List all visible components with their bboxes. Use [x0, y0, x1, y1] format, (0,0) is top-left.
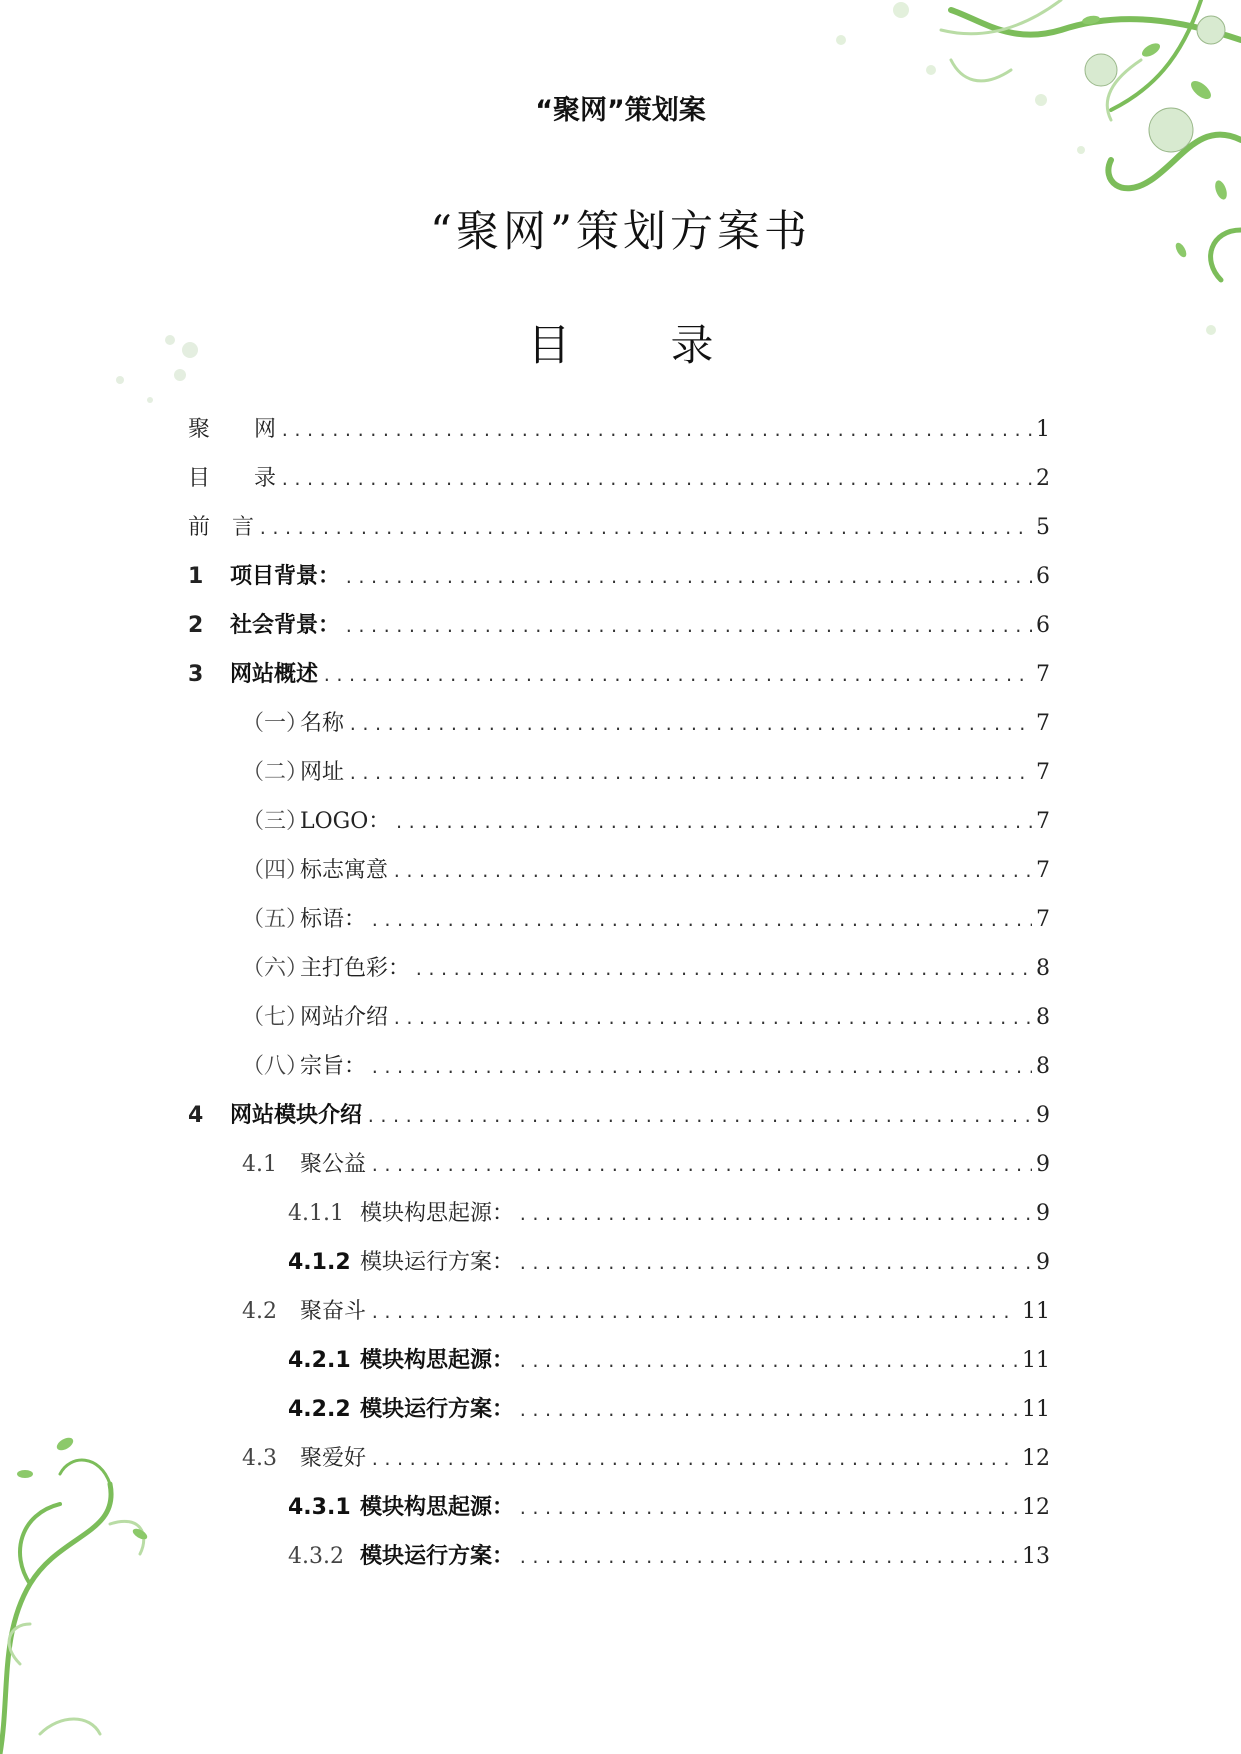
- dot-leader: [518, 1352, 1018, 1371]
- toc-entry[interactable]: [188, 902, 1050, 951]
- toc-entry-text: 网址: [300, 760, 345, 785]
- toc-entry-title: [188, 559, 340, 590]
- toc-heading-char-2: 录: [670, 321, 714, 371]
- toc-entry-number: （二）: [242, 760, 309, 785]
- dot-leader: [392, 1009, 1032, 1028]
- toc-entry-text: 标志寓意: [300, 858, 389, 883]
- toc-entry-title: [288, 1392, 514, 1423]
- toc-entry-text: 前 言: [188, 515, 255, 540]
- toc-entry-page-number: 9: [1036, 1152, 1050, 1177]
- toc-entry-text: 标语：: [300, 907, 367, 932]
- toc-entry[interactable]: [188, 1490, 1050, 1539]
- toc-entry-title: [188, 412, 276, 443]
- toc-entry-number: 4.3: [242, 1446, 277, 1471]
- toc-entry-title: [288, 1196, 514, 1227]
- toc-entry-page-number: 7: [1036, 858, 1050, 883]
- running-header: “聚网”策划案: [535, 95, 706, 126]
- toc-entry[interactable]: [188, 1147, 1050, 1196]
- dot-leader: [366, 1107, 1032, 1126]
- dot-leader: [394, 813, 1032, 832]
- toc-entry[interactable]: [188, 1343, 1050, 1392]
- toc-entry-text: LOGO：: [300, 809, 391, 834]
- toc-entry-page-number: 7: [1036, 662, 1050, 687]
- floral-vine-decoration-top-right: [681, 0, 1241, 360]
- toc-entry-title: [188, 510, 254, 541]
- dot-leader: [370, 911, 1032, 930]
- toc-entry-page-number: 6: [1036, 564, 1050, 589]
- toc-entry-page-number: 8: [1036, 1054, 1050, 1079]
- dot-leader: [518, 1401, 1018, 1420]
- toc-entry[interactable]: [188, 951, 1050, 1000]
- dot-leader: [370, 1303, 1018, 1322]
- toc-entry[interactable]: [188, 510, 1050, 559]
- toc-entry-number: 4.2: [242, 1299, 277, 1324]
- toc-entry-number: 2: [188, 613, 204, 638]
- dot-leader: [518, 1254, 1032, 1273]
- toc-entry-text: 主打色彩：: [300, 956, 411, 981]
- toc-entry-number: 4.1.1: [288, 1201, 344, 1226]
- toc-entry-page-number: 1: [1036, 417, 1050, 442]
- dot-leader: [348, 715, 1032, 734]
- toc-entry[interactable]: [188, 1196, 1050, 1245]
- toc-entry-number: 4.3.2: [288, 1544, 344, 1569]
- toc-entry-page-number: 6: [1036, 613, 1050, 638]
- toc-entry-title: [242, 1147, 366, 1178]
- toc-heading: [0, 312, 1241, 373]
- toc-entry[interactable]: [188, 1049, 1050, 1098]
- toc-entry-text: 模块运行方案：: [360, 1397, 515, 1422]
- toc-entry-title: [242, 853, 388, 884]
- toc-entry-text: 社会背景：: [230, 613, 341, 638]
- dot-leader: [414, 960, 1032, 979]
- toc-entry-title: [188, 657, 318, 688]
- toc-entry[interactable]: [188, 1000, 1050, 1049]
- toc-entry-page-number: 9: [1036, 1250, 1050, 1275]
- toc-entry-text: 宗旨：: [300, 1054, 367, 1079]
- toc-entry-number: （五）: [242, 907, 309, 932]
- dot-leader: [322, 666, 1032, 685]
- toc-entry-page-number: 13: [1022, 1544, 1050, 1569]
- toc-entry-page-number: 7: [1036, 809, 1050, 834]
- toc-entry-number: 1: [188, 564, 204, 589]
- dot-leader: [344, 617, 1032, 636]
- toc-entry-number: 3: [188, 662, 204, 687]
- toc-entry-title: [242, 1294, 366, 1325]
- toc-entry-title: [242, 1000, 388, 1031]
- dot-leader: [258, 519, 1032, 538]
- toc-entry-number: （八）: [242, 1054, 309, 1079]
- table-of-contents: [188, 412, 1050, 1588]
- dot-leader: [370, 1156, 1032, 1175]
- toc-entry-number: 4.2.2: [288, 1397, 351, 1422]
- dot-leader: [518, 1548, 1018, 1567]
- toc-entry-page-number: 8: [1036, 956, 1050, 981]
- dot-leader: [518, 1499, 1018, 1518]
- toc-entry-number: 4: [188, 1103, 204, 1128]
- toc-entry-number: 4.1: [242, 1152, 277, 1177]
- toc-entry-page-number: 5: [1036, 515, 1050, 540]
- dot-leader: [344, 568, 1032, 587]
- toc-entry[interactable]: [188, 755, 1050, 804]
- toc-entry-title: [242, 804, 390, 835]
- toc-entry-title: [288, 1490, 514, 1521]
- toc-entry-title: [288, 1539, 514, 1570]
- dot-leader: [392, 862, 1032, 881]
- toc-entry[interactable]: [188, 804, 1050, 853]
- toc-entry-number: （四）: [242, 858, 309, 883]
- toc-entry-text: 目 录: [188, 466, 277, 491]
- toc-entry-text: 模块运行方案：: [360, 1544, 515, 1569]
- toc-entry[interactable]: [188, 853, 1050, 902]
- document-title: “聚网”策划方案书: [430, 207, 811, 257]
- toc-entry[interactable]: [188, 1245, 1050, 1294]
- toc-entry-page-number: 12: [1022, 1495, 1050, 1520]
- toc-entry[interactable]: [188, 657, 1050, 706]
- toc-entry-page-number: 11: [1022, 1299, 1050, 1324]
- floral-vine-decoration-bottom-left: [0, 1414, 170, 1754]
- toc-entry-title: [242, 755, 344, 786]
- toc-entry-number: 4.3.1: [288, 1495, 351, 1520]
- toc-entry-title: [188, 461, 276, 492]
- toc-entry-title: [188, 608, 340, 639]
- toc-entry-title: [288, 1343, 514, 1374]
- dot-leader: [280, 470, 1032, 489]
- toc-entry-text: 模块构思起源：: [360, 1495, 515, 1520]
- toc-entry-text: 模块构思起源：: [360, 1348, 515, 1373]
- toc-entry-page-number: 2: [1036, 466, 1050, 491]
- toc-entry-page-number: 11: [1022, 1348, 1050, 1373]
- toc-entry-page-number: 7: [1036, 907, 1050, 932]
- toc-entry-text: 模块构思起源：: [360, 1201, 515, 1226]
- toc-entry[interactable]: [188, 1294, 1050, 1343]
- toc-entry-number: （七）: [242, 1005, 309, 1030]
- toc-entry-page-number: 11: [1022, 1397, 1050, 1422]
- toc-entry-text: 名称: [300, 711, 345, 736]
- toc-entry-text: 聚公益: [300, 1152, 367, 1177]
- toc-entry-page-number: 7: [1036, 760, 1050, 785]
- toc-entry-title: [288, 1245, 514, 1276]
- toc-entry[interactable]: [188, 1098, 1050, 1147]
- toc-entry[interactable]: [188, 1441, 1050, 1490]
- toc-entry[interactable]: [188, 461, 1050, 510]
- toc-entry-text: 网站概述: [230, 662, 319, 687]
- toc-entry[interactable]: [188, 412, 1050, 461]
- toc-heading-char-1: 目: [527, 321, 571, 371]
- toc-entry-text: 网站介绍: [300, 1005, 389, 1030]
- toc-entry[interactable]: [188, 706, 1050, 755]
- dot-leader: [370, 1058, 1032, 1077]
- toc-entry-number: （一）: [242, 711, 309, 736]
- dot-leader: [280, 421, 1032, 440]
- toc-entry-page-number: 12: [1022, 1446, 1050, 1471]
- toc-entry[interactable]: [188, 1539, 1050, 1588]
- toc-entry-text: 聚奋斗: [300, 1299, 367, 1324]
- toc-entry-number: 4.1.2: [288, 1250, 351, 1275]
- toc-entry[interactable]: [188, 559, 1050, 608]
- toc-entry-text: 聚爱好: [300, 1446, 367, 1471]
- toc-entry-page-number: 9: [1036, 1201, 1050, 1226]
- toc-entry[interactable]: [188, 608, 1050, 657]
- toc-entry-title: [242, 706, 344, 737]
- dot-leader: [518, 1205, 1032, 1224]
- toc-entry-text: 网站模块介绍: [230, 1103, 363, 1128]
- toc-entry-number: 4.2.1: [288, 1348, 351, 1373]
- toc-entry[interactable]: [188, 1392, 1050, 1441]
- toc-entry-title: [242, 1049, 366, 1080]
- toc-entry-page-number: 7: [1036, 711, 1050, 736]
- toc-entry-number: （三）: [242, 809, 309, 834]
- toc-entry-title: [242, 902, 366, 933]
- toc-entry-title: [242, 1441, 366, 1472]
- dot-leader: [370, 1450, 1018, 1469]
- toc-entry-text: 聚 网: [188, 417, 277, 442]
- toc-entry-title: [188, 1098, 362, 1129]
- toc-entry-text: 模块运行方案：: [360, 1250, 515, 1275]
- toc-entry-text: 项目背景：: [230, 564, 341, 589]
- toc-entry-title: [242, 951, 410, 982]
- toc-entry-page-number: 9: [1036, 1103, 1050, 1128]
- toc-entry-number: （六）: [242, 956, 309, 981]
- dot-leader: [348, 764, 1032, 783]
- toc-entry-page-number: 8: [1036, 1005, 1050, 1030]
